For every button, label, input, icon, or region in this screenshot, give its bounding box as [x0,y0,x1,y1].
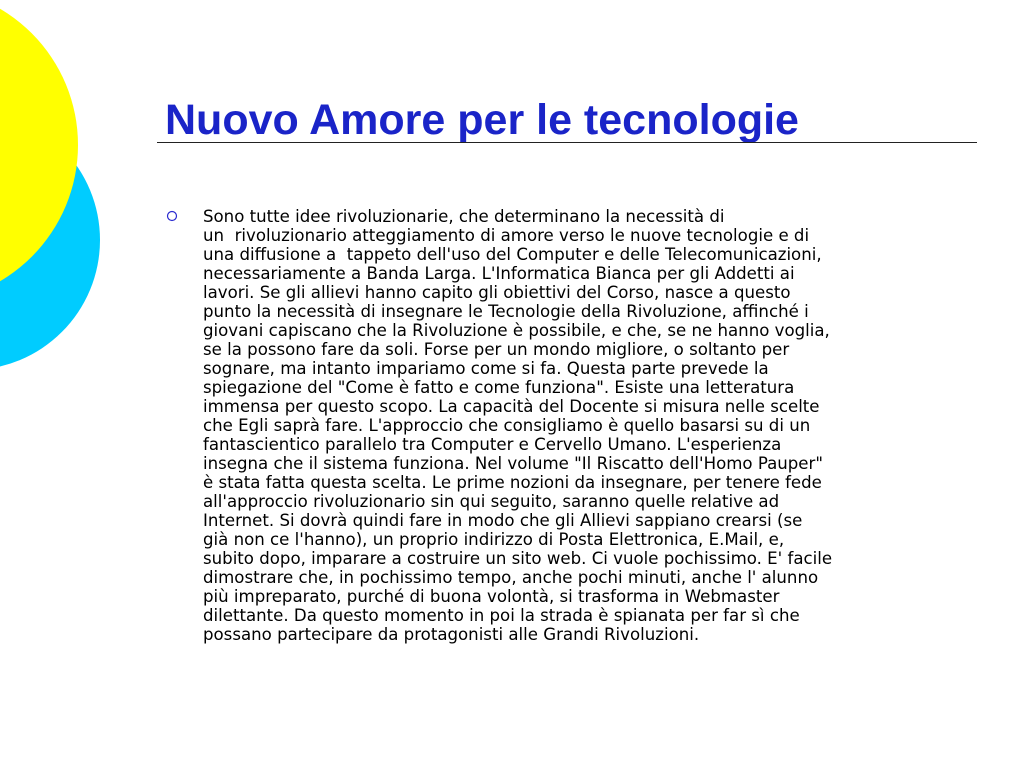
paragraph-line: fantascientico parallelo tra Computer e Cervello Umano. L'esperienza [203,435,782,454]
slide-title: Nuovo Amore per le tecnologie [165,96,799,144]
paragraph-line: dimostrare che, in pochissimo tempo, anche pochi minuti, anche l' alunno [203,568,819,587]
paragraph-line: se la possono fare da soli. Forse per un mondo migliore, o soltanto per [203,340,790,359]
cyan-circle-shape [0,110,100,370]
yellow-circle-shape [0,0,78,303]
paragraph-line: è stata fatta questa scelta. Le prime nozioni da insegnare, per tenere fede [203,473,822,492]
paragraph-line: una diffusione a tappeto dell'uso del Computer e delle Telecomunicazioni, [203,245,822,264]
paragraph-line: possano partecipare da protagonisti alle Grandi Rivoluzioni. [203,625,700,644]
paragraph-line: già non ce l'hanno), un proprio indirizzo di Posta Elettronica, E.Mail, e, [203,530,785,549]
paragraph-line: subito dopo, imparare a costruire un sito web. Ci vuole pochissimo. E' facile [203,549,833,568]
paragraph-line: che Egli saprà fare. L'approccio che consigliamo è quello basarsi su di un [203,416,811,435]
paragraph-line: più impreparato, purché di buona volontà, si trasforma in Webmaster [203,587,780,606]
corner-decoration [0,0,110,380]
paragraph-line: spiegazione del "Come è fatto e come funziona". Esiste una letteratura [203,378,795,397]
hollow-circle-bullet-icon [165,209,179,223]
paragraph-line: sognare, ma intanto impariamo come si fa. Questa parte prevede la [203,359,769,378]
paragraph-line: un rivoluzionario atteggiamento di amore verso le nuove tecnologie e di [203,226,810,245]
paragraph-line: Sono tutte idee rivoluzionarie, che determinano la necessità di [203,207,725,226]
paragraph-line: giovani capiscano che la Rivoluzione è possibile, e che, se ne hanno voglia, [203,321,830,340]
paragraph-line: necessariamente a Banda Larga. L'Informatica Bianca per gli Addetti ai [203,264,795,283]
paragraph-line: all'approccio rivoluzionario sin qui seguito, saranno quelle relative ad [203,492,780,511]
paragraph-line: lavori. Se gli allievi hanno capito gli obiettivi del Corso, nasce a questo [203,283,791,302]
paragraph-line: Internet. Si dovrà quindi fare in modo che gli Allievi sappiano crearsi (se [203,511,803,530]
paragraph-line: immensa per questo scopo. La capacità del Docente si misura nelle scelte [203,397,820,416]
paragraph-line: punto la necessità di insegnare le Tecnologie della Rivoluzione, affinché i [203,302,809,321]
paragraph-line: dilettante. Da questo momento in poi la strada è spianata per far sì che [203,606,800,625]
paragraph-line: insegna che il sistema funziona. Nel volume "Il Riscatto dell'Homo Pauper" [203,454,823,473]
title-underline-divider [157,142,977,143]
body-paragraph [203,207,973,644]
